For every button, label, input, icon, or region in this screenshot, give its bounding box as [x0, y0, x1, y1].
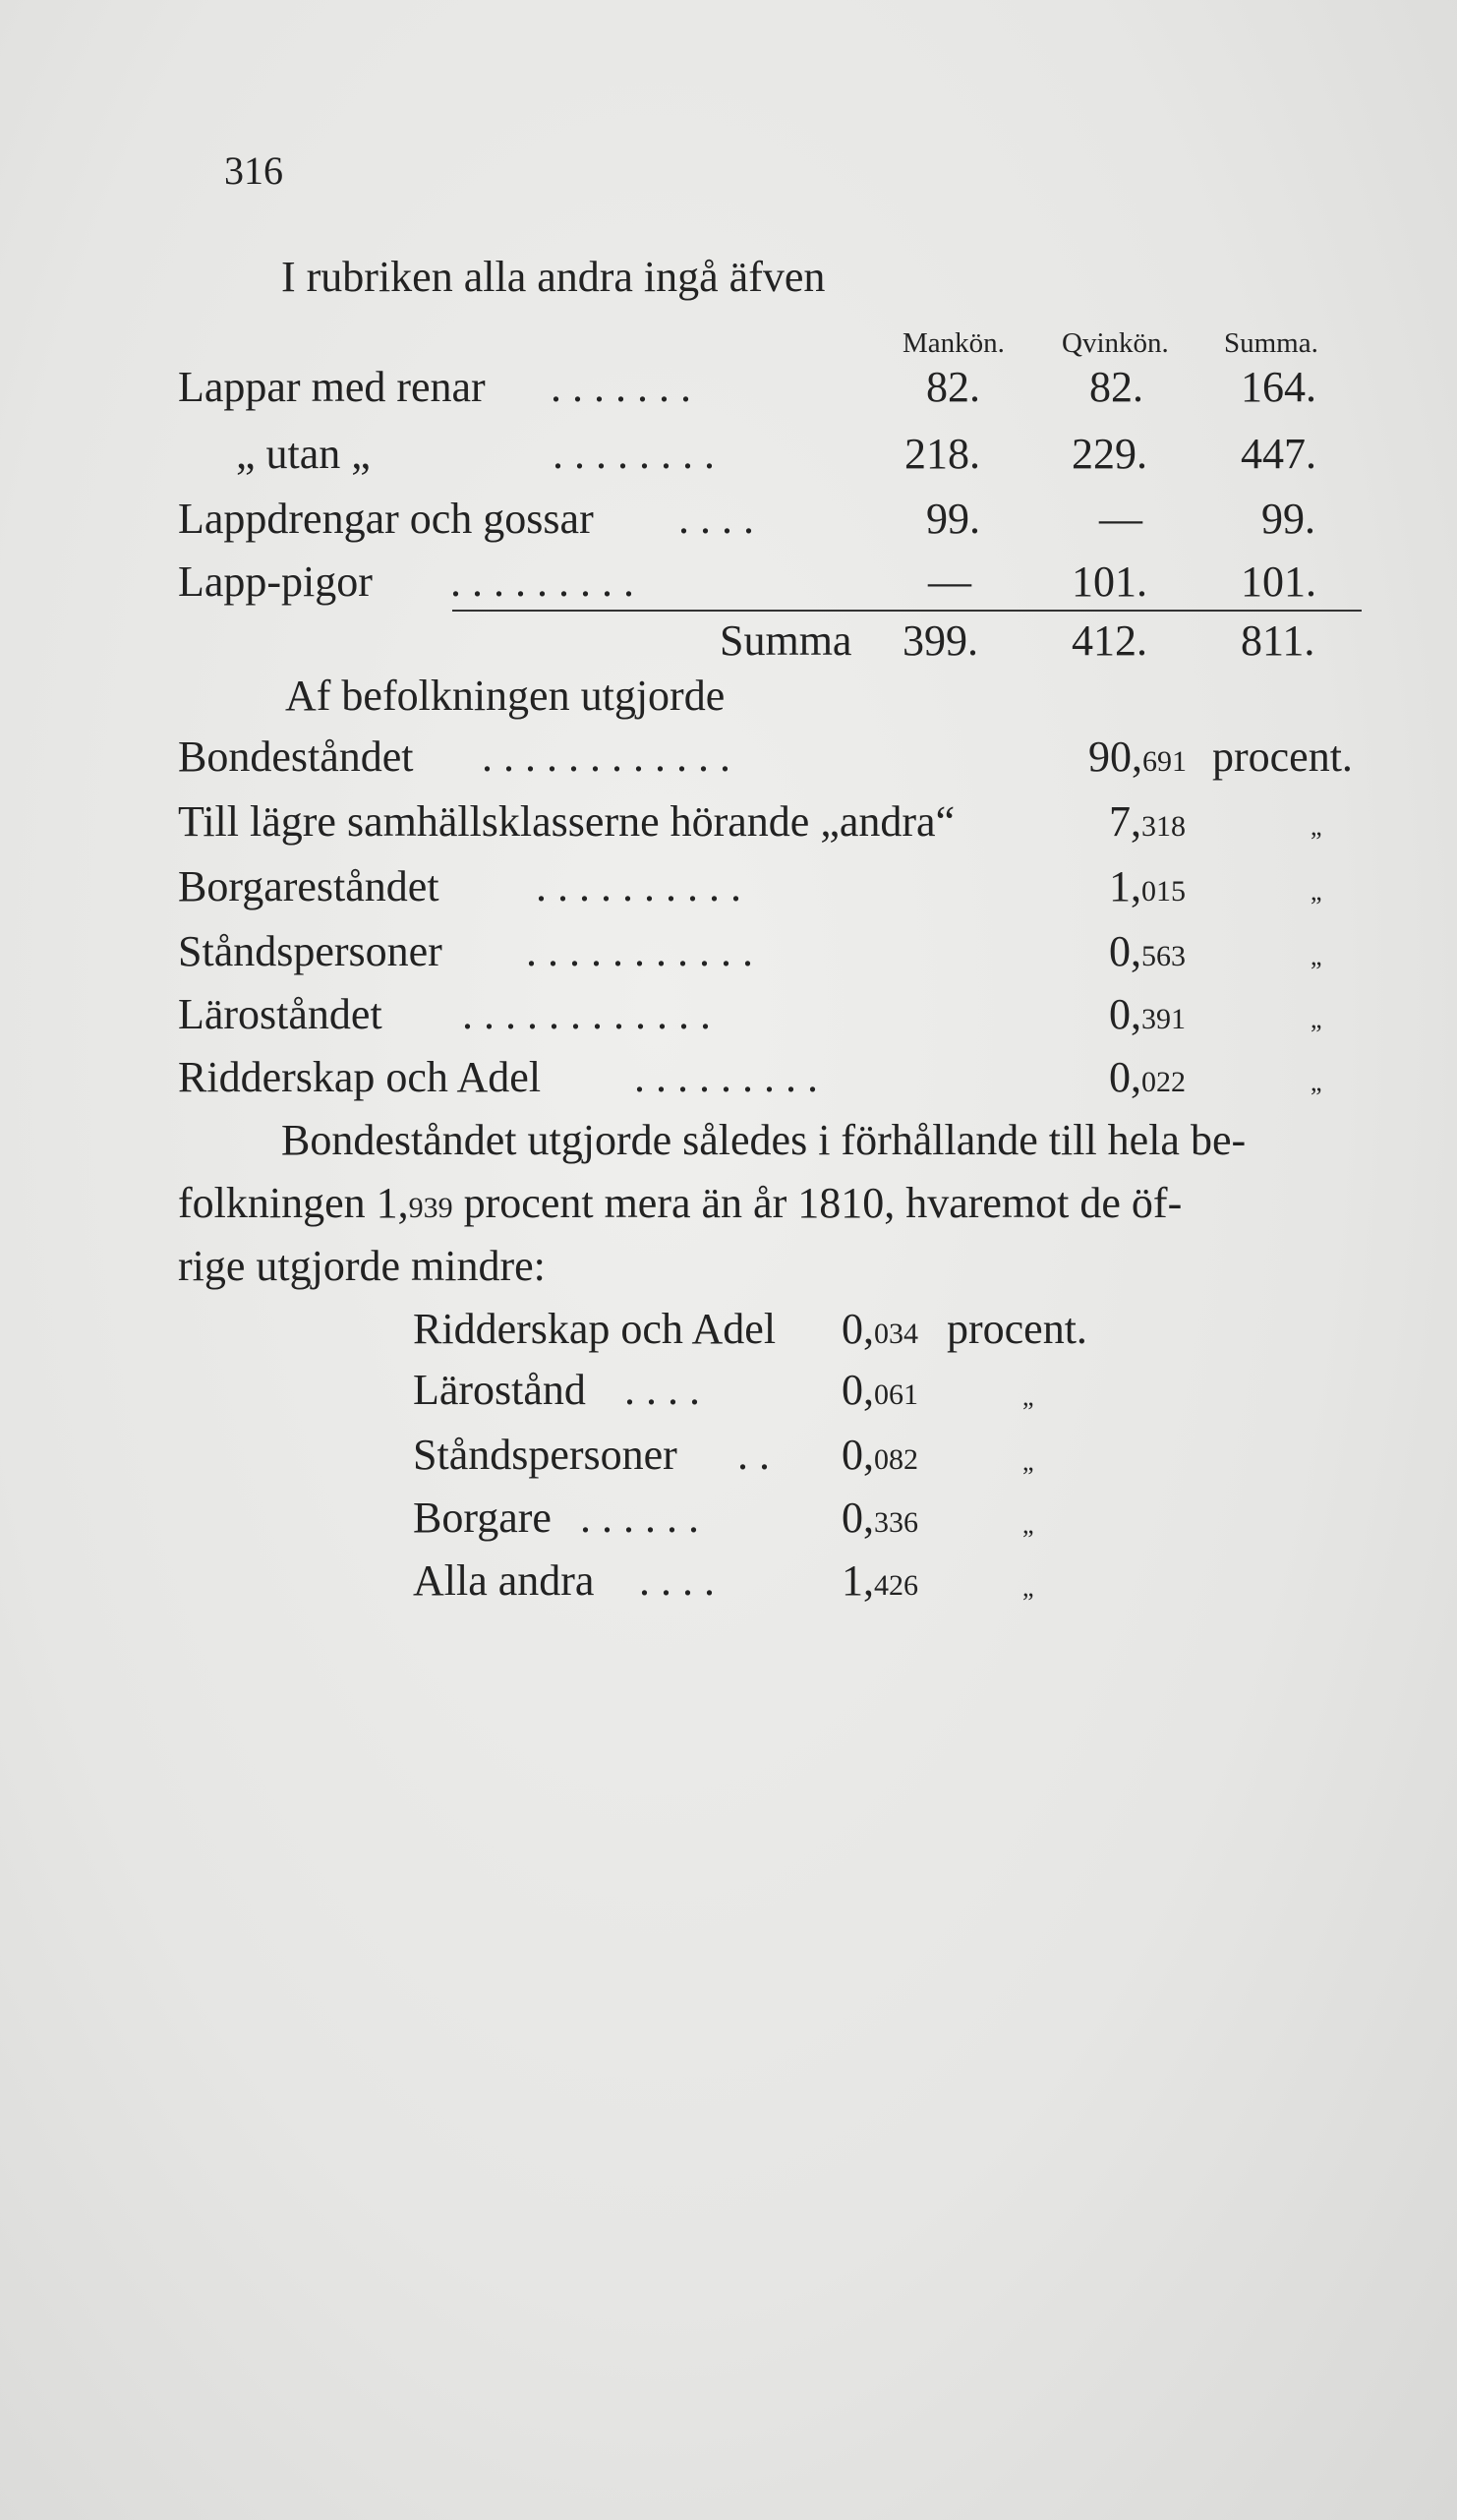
decrease-dots: . . . .: [624, 1366, 700, 1414]
class-value: 7,318: [1109, 797, 1186, 846]
lapp-row-qvinkon: 101.: [1072, 557, 1147, 606]
page-number: 316: [224, 148, 283, 193]
header-qvinkon: Qvinkön.: [1062, 327, 1169, 359]
class-value: 0,022: [1109, 1053, 1186, 1101]
decrease-label: Alla andra: [413, 1556, 595, 1605]
lapp-row-mankon: 218.: [904, 430, 980, 478]
lapp-row-summa: 99.: [1261, 495, 1315, 543]
af-heading: Af befolkningen utgjorde: [285, 672, 726, 720]
class-label: Till lägre samhällsklasserne hörande „andra“: [178, 797, 956, 846]
decrease-value: 0,061: [842, 1366, 918, 1414]
class-dots: . . . . . . . . . . . .: [482, 733, 730, 781]
class-value: 0,391: [1109, 990, 1186, 1038]
ditto-mark: „: [1311, 1005, 1322, 1033]
header-summa: Summa.: [1224, 327, 1318, 359]
class-label: Borgareståndet: [178, 862, 439, 910]
lapp-row-qvinkon: —: [1099, 495, 1142, 543]
lapp-row-dots: . . . . . . . .: [553, 430, 715, 478]
lapp-row-dots: . . . .: [678, 495, 754, 543]
class-value: 90,691: [1088, 733, 1187, 781]
class-dots: . . . . . . . . . . . .: [462, 990, 711, 1038]
lapp-row-label: Lappar med renar: [178, 363, 486, 411]
class-dots: . . . . . . . . .: [634, 1053, 818, 1101]
total-qvinkon: 412.: [1072, 616, 1147, 665]
lapp-row-summa: 101.: [1241, 557, 1316, 606]
ditto-mark: „: [1022, 1573, 1034, 1602]
paragraph-line: rige utgjorde mindre:: [178, 1242, 546, 1290]
summa-rule: [452, 610, 1362, 612]
class-unit: procent.: [1212, 733, 1353, 781]
ditto-mark: „: [1022, 1510, 1034, 1539]
decrease-unit: procent.: [947, 1305, 1087, 1353]
class-value: 0,563: [1109, 927, 1186, 975]
decrease-label: Ridderskap och Adel: [413, 1305, 777, 1353]
total-label: Summa: [720, 616, 852, 665]
decrease-value: 0,082: [842, 1431, 918, 1479]
lapp-row-summa: 164.: [1241, 363, 1316, 411]
lapp-row-mankon: 99.: [926, 495, 980, 543]
lapp-row-summa: 447.: [1241, 430, 1316, 478]
class-dots: . . . . . . . . . . .: [526, 927, 753, 975]
decrease-label: Lärostånd: [413, 1366, 586, 1414]
lapp-row-qvinkon: 82.: [1089, 363, 1143, 411]
class-label: Ridderskap och Adel: [178, 1053, 542, 1101]
decrease-label: Borgare: [413, 1494, 552, 1542]
ditto-mark: „: [1022, 1382, 1034, 1411]
decrease-value: 0,034: [842, 1305, 918, 1353]
total-summa: 811.: [1241, 616, 1315, 665]
class-label: Bondeståndet: [178, 733, 414, 781]
lapp-row-qvinkon: 229.: [1072, 430, 1147, 478]
lapp-row-dots: . . . . . . . . .: [450, 557, 634, 606]
paragraph-line: folkningen 1,939 procent mera än år 1810, hvaremot de öf-: [178, 1179, 1183, 1227]
ditto-mark: „: [1022, 1447, 1034, 1476]
paragraph-line: Bondeståndet utgjorde således i förhållande till hela be-: [281, 1116, 1247, 1164]
lapp-row-mankon: —: [928, 557, 971, 606]
ditto-mark: „: [1311, 877, 1322, 906]
class-dots: . . . . . . . . . .: [536, 862, 741, 910]
lapp-row-dots: . . . . . . .: [551, 363, 691, 411]
decrease-label: Ståndspersoner: [413, 1431, 677, 1479]
ditto-mark: „: [1311, 812, 1322, 841]
lapp-row-mankon: 82.: [926, 363, 980, 411]
decrease-dots: . . . .: [639, 1556, 715, 1605]
decrease-dots: . . . . . .: [580, 1494, 699, 1542]
header-mankon: Mankön.: [903, 327, 1005, 359]
total-mankon: 399.: [903, 616, 978, 665]
lapp-row-label: Lappdrengar och gossar: [178, 495, 594, 543]
lapp-row-label: „ utan „: [236, 430, 371, 478]
class-label: Läroståndet: [178, 990, 382, 1038]
decrease-dots: . .: [737, 1431, 770, 1479]
decrease-value: 0,336: [842, 1494, 918, 1542]
class-label: Ståndspersoner: [178, 927, 442, 975]
ditto-mark: „: [1311, 1068, 1322, 1096]
lapp-row-label: Lapp-pigor: [178, 557, 373, 606]
class-value: 1,015: [1109, 862, 1186, 910]
decrease-value: 1,426: [842, 1556, 918, 1605]
ditto-mark: „: [1311, 942, 1322, 970]
intro-line: I rubriken alla andra ingå äfven: [281, 253, 826, 301]
